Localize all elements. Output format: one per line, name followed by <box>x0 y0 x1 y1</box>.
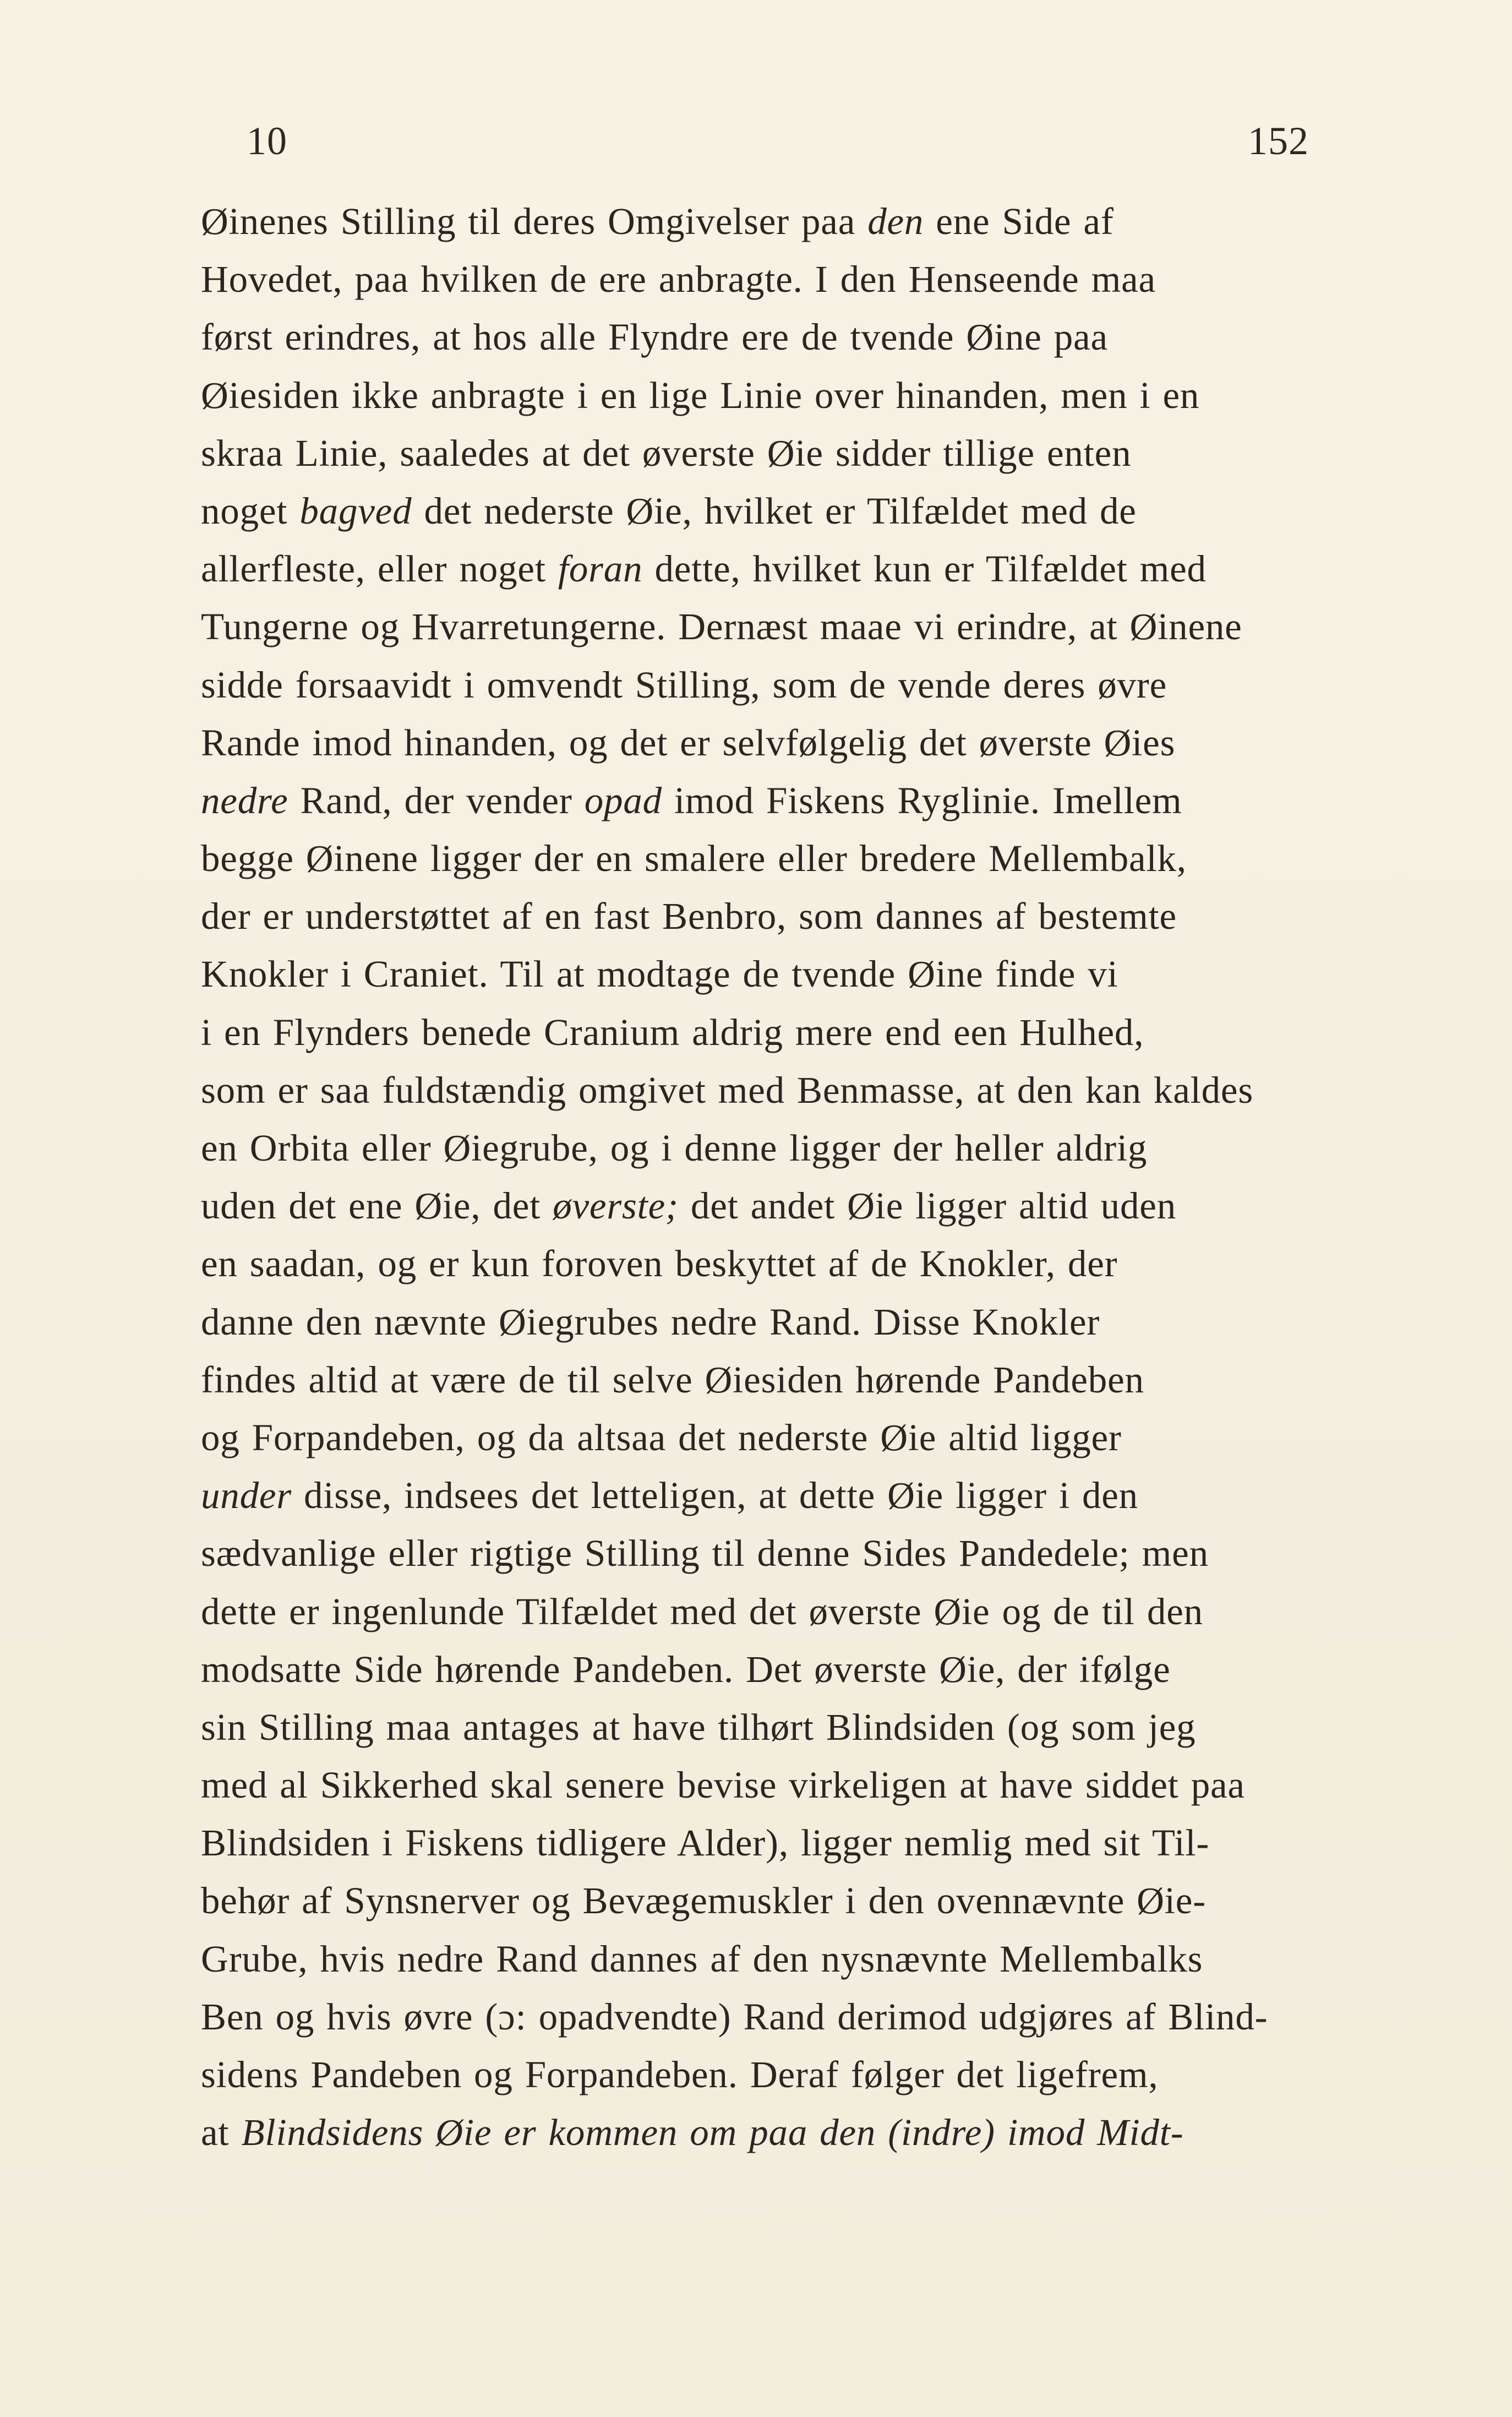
italic-text: under <box>201 1474 292 1517</box>
text-line <box>201 945 1346 1003</box>
text-segment: som er saa fuldstændig omgivet med Benmasse, at den kan kaldes <box>201 1069 1253 1111</box>
text-segment: imod Fiskens Ryglinie. Imellem <box>662 779 1182 821</box>
text-segment: i en Flynders benede Cranium aldrig mere end een Hulhed, <box>201 1011 1144 1053</box>
text-line <box>201 1756 1346 1814</box>
text-segment: noget <box>201 489 300 532</box>
italic-text: den <box>867 200 924 242</box>
text-line <box>201 1583 1346 1641</box>
text-segment: disse, indsees det letteligen, at dette Øie ligger i den <box>291 1474 1138 1517</box>
text-segment: med al Sikkerhed skal senere bevise virkeligen at have siddet paa <box>201 1764 1245 1806</box>
text-line <box>201 1235 1346 1293</box>
text-line <box>201 1699 1346 1756</box>
text-segment: allerfleste, eller noget <box>201 548 558 590</box>
text-segment: det andet Øie ligger altid uden <box>678 1185 1176 1227</box>
text-line <box>201 1119 1346 1177</box>
text-segment: Knokler i Craniet. Til at modtage de tvende Øine finde vi <box>201 953 1118 995</box>
text-segment: en Orbita eller Øiegrube, og i denne ligger der heller aldrig <box>201 1127 1148 1169</box>
text-line <box>201 2046 1346 2104</box>
text-segment: sidde forsaavidt i omvendt Stilling, som de vende deres øvre <box>201 663 1167 706</box>
text-segment: dette er ingenlunde Tilfældet med det øverste Øie og de til den <box>201 1590 1203 1632</box>
text-segment: Grube, hvis nedre Rand dannes af den nysnævnte Mellembalks <box>201 1937 1203 1980</box>
text-segment: ene Side af <box>924 200 1114 242</box>
text-line <box>201 540 1346 598</box>
italic-text: nedre <box>201 779 288 821</box>
text-line <box>201 772 1346 830</box>
text-segment: sin Stilling maa antages at have tilhørt Blindsiden (og som jeg <box>201 1706 1196 1748</box>
text-line <box>201 1930 1346 1988</box>
text-segment: danne den nævnte Øiegrubes nedre Rand. Disse Knokler <box>201 1300 1100 1343</box>
text-segment: skraa Linie, saaledes at det øverste Øie sidder tillige enten <box>201 432 1132 474</box>
text-line <box>201 193 1346 251</box>
text-line <box>201 598 1346 656</box>
body-text <box>201 193 1346 2162</box>
text-line <box>201 1641 1346 1699</box>
text-line <box>201 1177 1346 1235</box>
italic-text: Blindsidens Øie er kommen om paa den (indre) imod Midt- <box>241 2111 1184 2154</box>
text-segment: Rande imod hinanden, og det er selvfølgelig det øverste Øies <box>201 721 1176 764</box>
text-line <box>201 1293 1346 1351</box>
text-segment: Rand, der vender <box>288 779 585 821</box>
text-line <box>201 308 1346 366</box>
text-line <box>201 1061 1346 1119</box>
text-line <box>201 367 1346 424</box>
text-line <box>201 424 1346 482</box>
text-line <box>201 1814 1346 1872</box>
italic-text: opad <box>584 779 662 821</box>
text-line <box>201 830 1346 888</box>
text-line <box>201 1351 1346 1409</box>
text-line <box>201 1467 1346 1525</box>
text-segment: Tungerne og Hvarretungerne. Dernæst maae vi erindre, at Øinene <box>201 606 1242 648</box>
text-segment: Hovedet, paa hvilken de ere anbragte. I den Henseende maa <box>201 258 1156 301</box>
text-segment: og Forpandeben, og da altsaa det nederste Øie altid ligger <box>201 1416 1122 1458</box>
text-line <box>201 888 1346 945</box>
text-segment: findes altid at være de til selve Øiesiden hørende Pandeben <box>201 1358 1144 1401</box>
text-line <box>201 1872 1346 1930</box>
text-segment: Blindsiden i Fiskens tidligere Alder), ligger nemlig med sit Til- <box>201 1822 1210 1864</box>
italic-text: bagved <box>299 489 412 532</box>
text-segment: dette, hvilket kun er Tilfældet med <box>642 548 1207 590</box>
text-segment: uden det ene Øie, det <box>201 1185 553 1227</box>
text-segment: sædvanlige eller rigtige Stilling til denne Sides Pandedele; men <box>201 1532 1209 1575</box>
text-segment: sidens Pandeben og Forpandeben. Deraf følger det ligefrem, <box>201 2054 1159 2095</box>
text-segment: begge Øinene ligger der en smalere eller bredere Mellembalk, <box>201 837 1187 880</box>
text-line <box>201 714 1346 772</box>
text-segment: behør af Synsnerver og Bevægemuskler i den ovennævnte Øie- <box>201 1880 1206 1922</box>
text-segment: Ben og hvis øvre (ɔ: opadvendte) Rand derimod udgjøres af Blind- <box>201 1995 1268 2038</box>
text-line <box>201 1525 1346 1582</box>
text-segment: der er understøttet af en fast Benbro, som dannes af bestemte <box>201 895 1177 938</box>
text-line <box>201 251 1346 308</box>
text-line <box>201 1004 1346 1061</box>
italic-text: øverste; <box>553 1185 679 1227</box>
page-number-right: 152 <box>1248 119 1309 163</box>
text-segment: Øiesiden ikke anbragte i en lige Linie over hinanden, men i en <box>201 374 1200 416</box>
text-line <box>201 2104 1346 2162</box>
text-line <box>201 656 1346 714</box>
text-segment: først erindres, at hos alle Flyndre ere de tvende Øine paa <box>201 316 1108 358</box>
italic-text: foran <box>558 548 643 590</box>
text-segment: det nederste Øie, hvilket er Tilfældet med de <box>412 489 1137 532</box>
text-segment: at <box>201 2111 242 2154</box>
text-line <box>201 482 1346 540</box>
page-number-left: 10 <box>247 119 287 163</box>
text-line <box>201 1988 1346 2046</box>
text-line <box>201 1409 1346 1467</box>
text-segment: Øinenes Stilling til deres Omgivelser paa <box>201 200 868 242</box>
text-segment: modsatte Side hørende Pandeben. Det øverste Øie, der ifølge <box>201 1648 1171 1690</box>
text-segment: en saadan, og er kun foroven beskyttet af de Knokler, der <box>201 1243 1118 1285</box>
